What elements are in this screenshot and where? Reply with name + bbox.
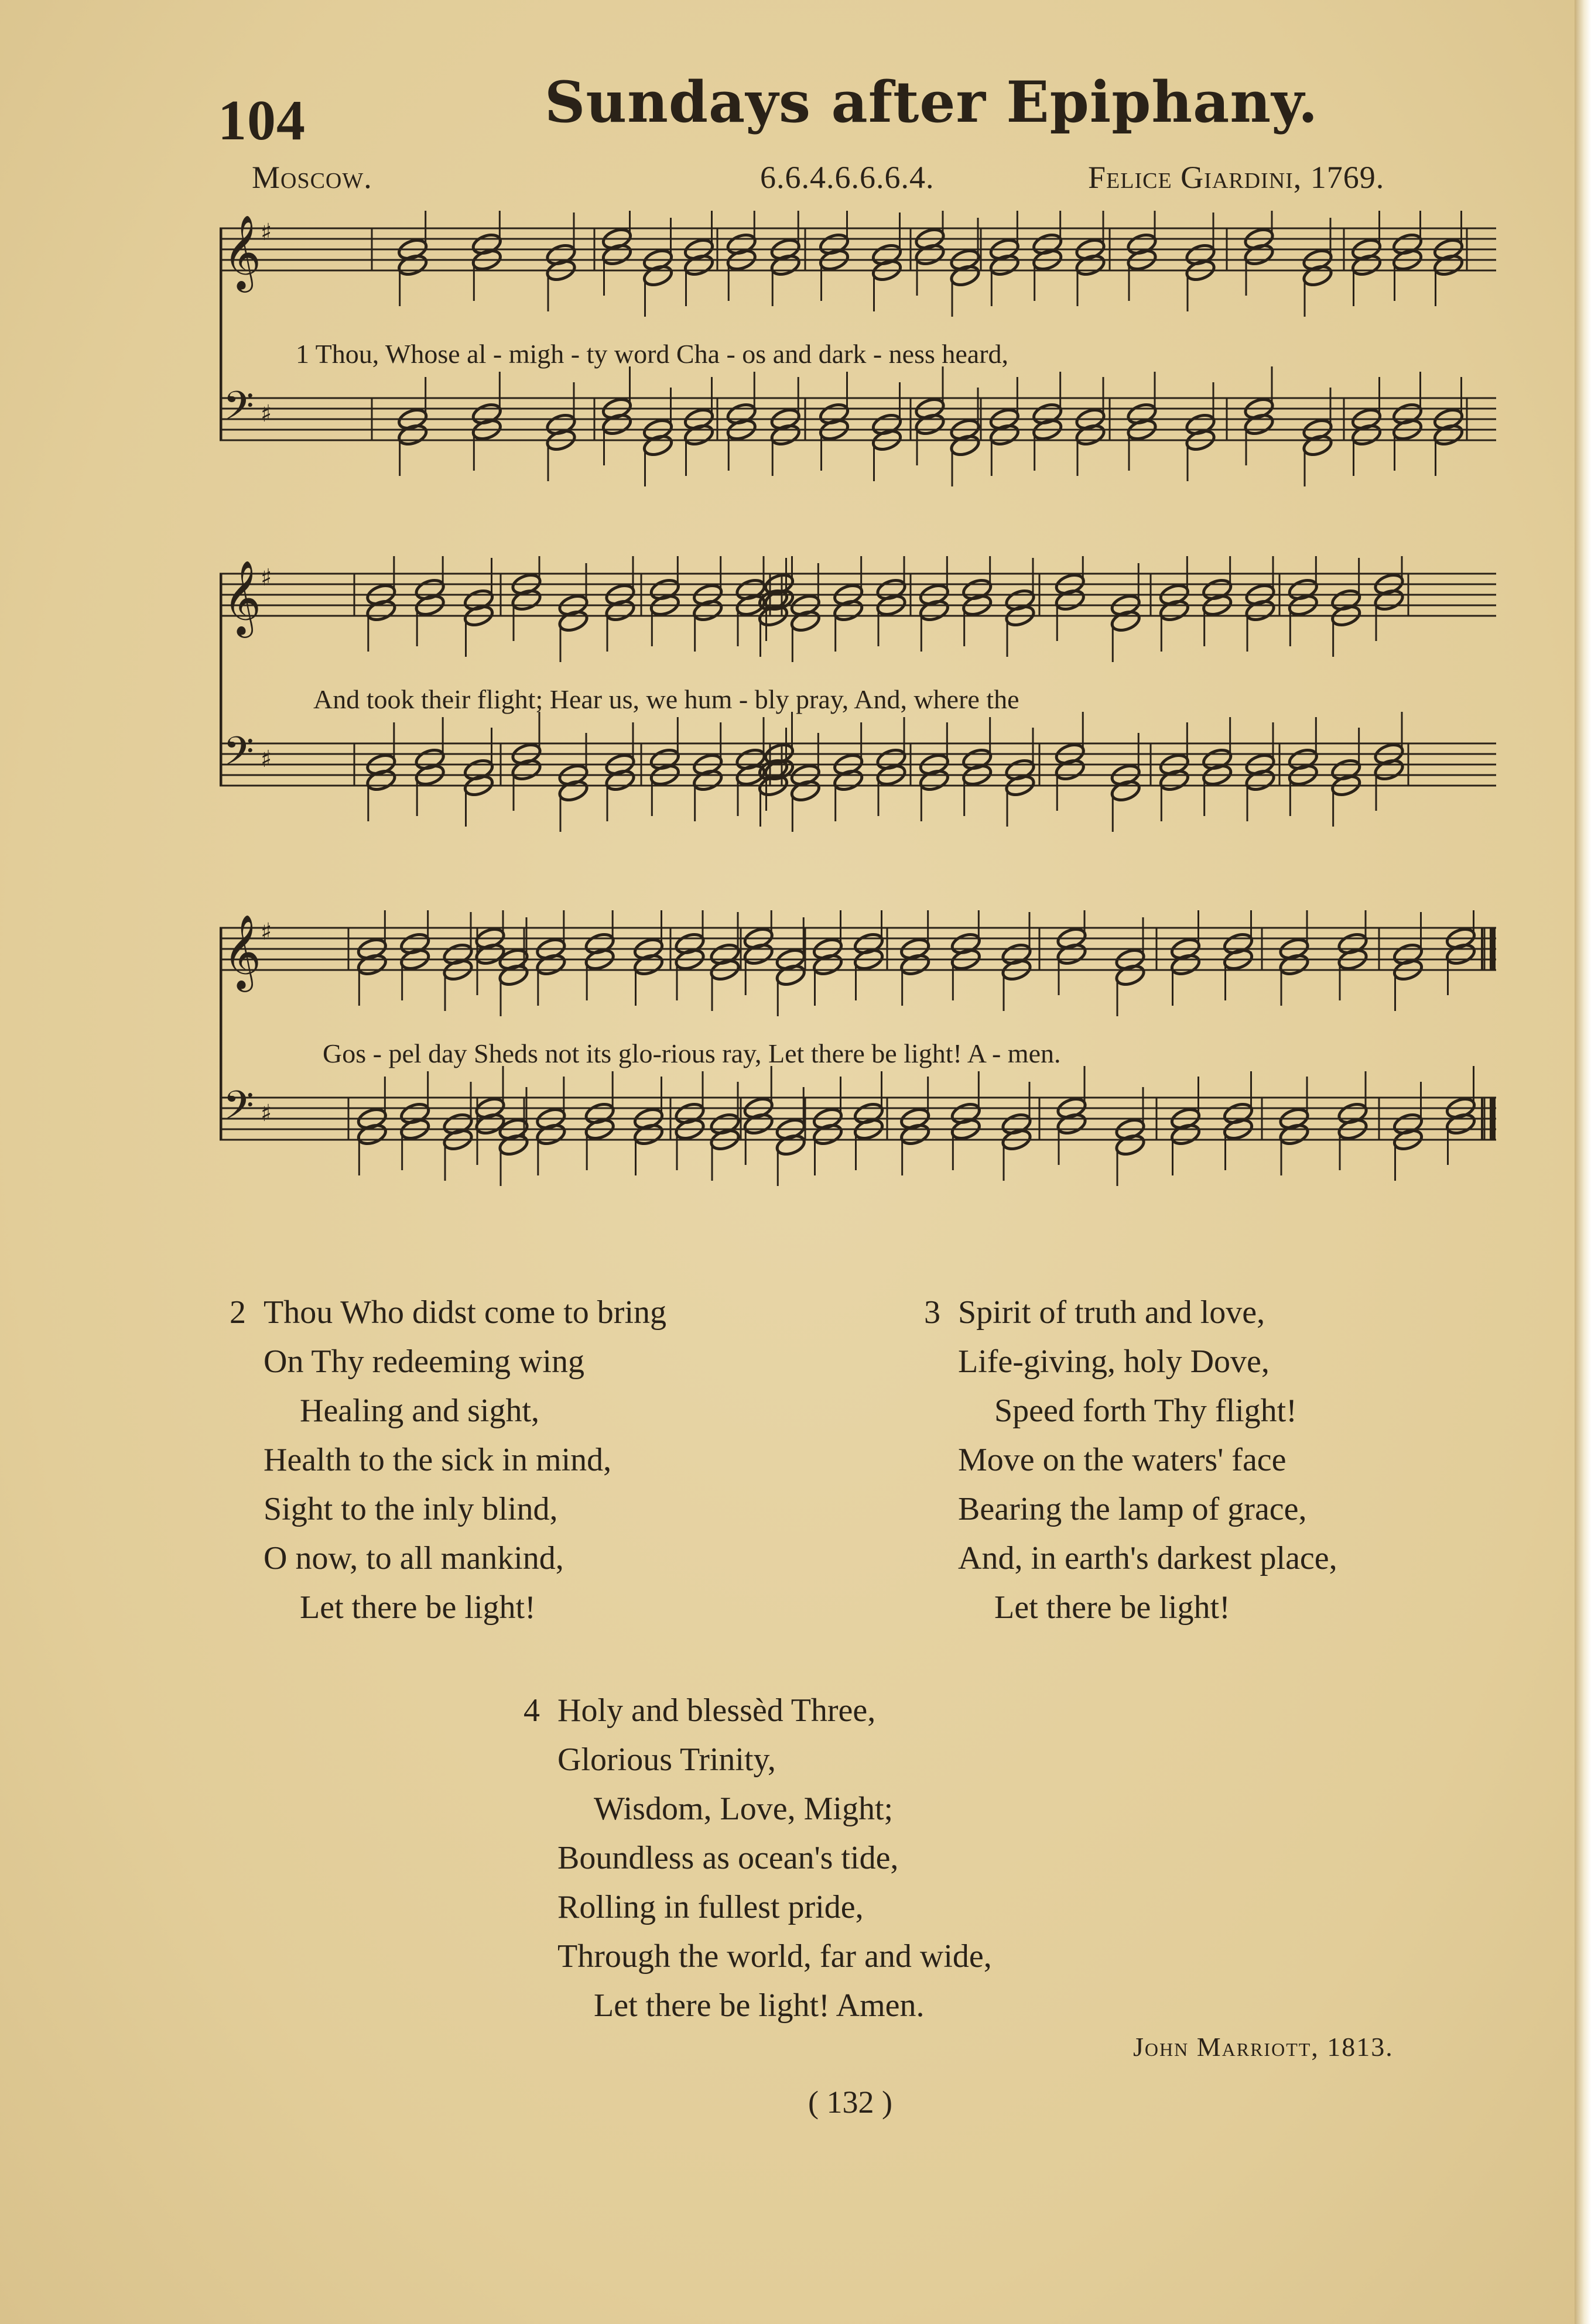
- verse-4: [524, 1686, 992, 2030]
- verse-line: Rolling in fullest pride,: [557, 1889, 864, 1925]
- verse-line: Let there be light!: [994, 1589, 1230, 1626]
- svg-text:𝄞: 𝄞: [223, 214, 262, 289]
- verse-line: And, in earth's darkest place,: [958, 1540, 1337, 1576]
- hymn-number: 104: [218, 89, 306, 152]
- tune-metre: 6.6.4.6.6.6.4.: [760, 160, 935, 195]
- verse-line: Through the world, far and wide,: [557, 1938, 992, 1975]
- svg-text:♯: ♯: [261, 400, 272, 427]
- svg-text:𝄞: 𝄞: [223, 914, 262, 989]
- verse-line: O now, to all mankind,: [264, 1540, 564, 1576]
- verse-line: Spirit of truth and love,: [958, 1294, 1265, 1331]
- lyric-line-1: 1 Thou, Whose al - migh - ty word Cha - os and dark - ness heard,: [296, 339, 1009, 369]
- verse-2: [230, 1288, 666, 1632]
- verse-line: Glorious Trinity,: [557, 1742, 776, 1778]
- svg-text:♯: ♯: [261, 219, 272, 246]
- hymn-title: Sundays after Epiphany.: [545, 69, 1319, 135]
- tune-composer: Felice Giardini, 1769.: [1088, 160, 1385, 195]
- lyric-line-2: And took their flight; Hear us, we hum - bly pray, And, where the: [313, 684, 1019, 714]
- verse-line: Bearing the lamp of grace,: [958, 1491, 1307, 1527]
- verse-line: Wisdom, Love, Might;: [594, 1791, 894, 1827]
- svg-text:𝄢: 𝄢: [223, 383, 254, 439]
- svg-text:𝄢: 𝄢: [223, 1083, 254, 1139]
- page-edge: [1575, 0, 1591, 2324]
- verse-line: Move on the waters' face: [958, 1442, 1287, 1478]
- verse-line: Thou Who didst come to bring: [264, 1294, 666, 1331]
- verse-line: On Thy redeeming wing: [264, 1343, 584, 1380]
- music-system-2: [220, 556, 1502, 849]
- music-system-3: [220, 910, 1502, 1203]
- verse-line: Speed forth Thy flight!: [994, 1393, 1297, 1429]
- svg-text:♯: ♯: [261, 746, 272, 773]
- verse-number: 3: [924, 1294, 940, 1331]
- verse-3: [924, 1288, 1337, 1632]
- svg-text:𝄞: 𝄞: [223, 560, 262, 635]
- verse-line: Sight to the inly blind,: [264, 1491, 558, 1527]
- verse-line: Boundless as ocean's tide,: [557, 1840, 899, 1876]
- page-number: ( 132 ): [808, 2085, 892, 2120]
- lyric-line-3: Gos - pel day Sheds not its glo-rious ray, Let there be light! A - men.: [323, 1038, 1061, 1068]
- music-system-1: [220, 211, 1502, 503]
- verse-number: 4: [524, 1692, 540, 1729]
- author-credit: John Marriott, 1813.: [1133, 2032, 1394, 2062]
- tune-name: Moscow.: [252, 160, 372, 195]
- svg-text:𝄢: 𝄢: [223, 729, 254, 784]
- verse-line: Health to the sick in mind,: [264, 1442, 612, 1478]
- svg-text:♯: ♯: [261, 918, 272, 945]
- verse-line: Let there be light! Amen.: [594, 1987, 925, 2024]
- svg-text:♯: ♯: [261, 564, 272, 591]
- verse-number: 2: [230, 1294, 246, 1331]
- verse-line: Holy and blessèd Three,: [557, 1692, 876, 1729]
- verse-line: Life-giving, holy Dove,: [958, 1343, 1270, 1380]
- verse-line: Healing and sight,: [300, 1393, 540, 1429]
- verse-line: Let there be light!: [300, 1589, 536, 1626]
- svg-text:♯: ♯: [261, 1100, 272, 1127]
